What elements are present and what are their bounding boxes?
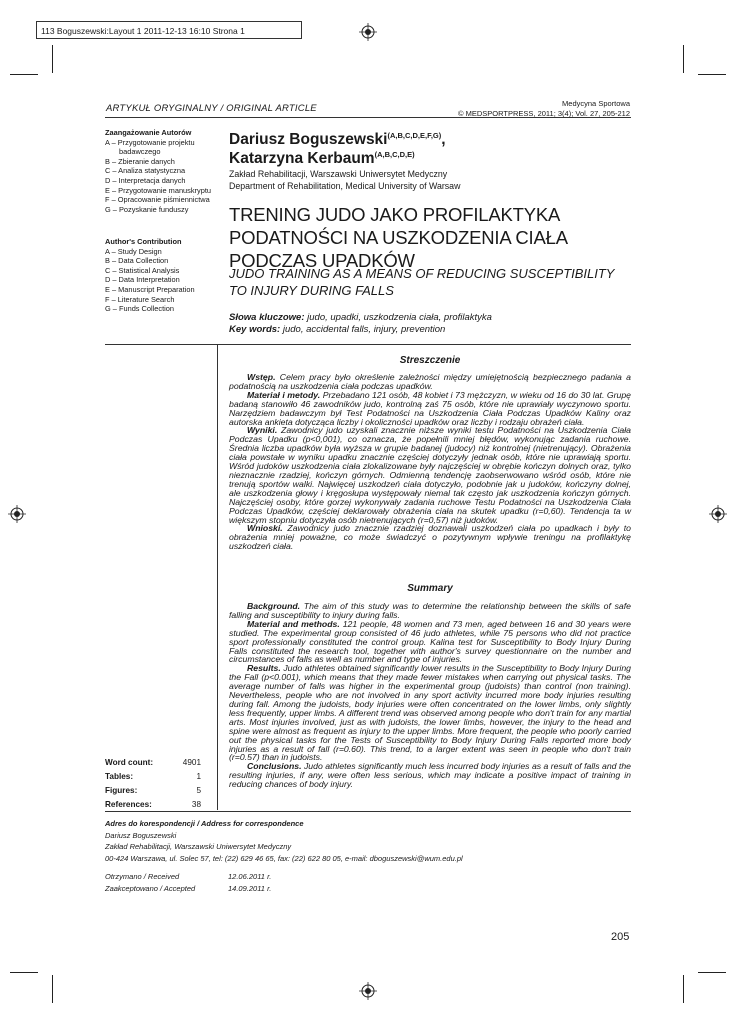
- author-2: [229, 145, 415, 168]
- contributions-pl-heading: Zaangażowanie Autorów: [105, 128, 192, 137]
- submission-dates: [105, 871, 271, 894]
- abstract-text: 121 people, 48 women and 73 men, aged between 16 and 30 years were studied. The experimental group consisted of 46 judo athletes, while 75 persons who did not practice sport professionally constituted the control group. Kalina test for Susceptibility to Body Injury During Falls constituted the research tool, together with author's survey questionnaire on the number and circumstances of falls as well as number and type of injuries.: [229, 618, 631, 665]
- abstract-text: Judo athletes significantly much less incurred body injuries as a result of falls and the resulting injuries, if any, were often less serious, which may indicate a positive impact of training in reducing chances of body injury.: [229, 761, 631, 790]
- keywords-en-value: judo, accidental falls, injury, prevention: [280, 324, 446, 335]
- abstract-text: Zawodnicy judo uzyskali znacznie niższe wyniki testu Podatności na Uszkodzenia Ciała Podczas Upadku (p<0,001), co oznacza, że popełnili mniej błędów, wykonując zadania ruchowe. Średnia liczba upadków była wyższa w grupie badanej (judocy) niż kontrolnej (nietrenujący). Obrażenia ciała powstałe w wyniku upadku znacznie częściej dotyczyły jednak osób, które nie uprawiają sportu. Wśród judoków uszkodzenia ciała zlokalizowane były najczęściej w obrębie kończyn dolnych oraz, tylko nieznacznie rzadziej, kończyn górnych. Odmienną tendencję zaobserwowano wśród osób, które nie trenują sportów walki. Najwięcej uszkodzeń ciała dotyczyło, podobnie jak u judoków, kończyny dolnej, ale uszkodzenia głowy i kręgosłupa występowały niemal tak często jak uszkodzenia kończyn górnych. Najczęściej osoby, które gorzej wykonywały zadania ruchowe Testu Podatności na Uszkodzenia Ciała Podczas Upadków, częściej deklarowały obrażenia ciała na skutek upadku (r=0,60). Tendencja ta w większym stopniu dotyczyła osób nietrenujących (r=0,57) niż judoków.: [229, 425, 631, 525]
- contribution-item: G – Pozyskanie funduszy: [105, 204, 189, 214]
- sidebar-rule: [105, 344, 631, 345]
- correspondence-name: Dariusz Boguszewski: [105, 830, 177, 840]
- contributions-en: [105, 237, 213, 314]
- footer-rule: [105, 811, 631, 812]
- registration-mark-right-icon: [709, 505, 727, 523]
- contributions-pl: [105, 128, 213, 214]
- contribution-item: C – Analiza statystyczna: [105, 166, 186, 176]
- abstract-paragraph: [229, 602, 631, 620]
- journal-name: Medycyna Sportowa: [562, 99, 630, 108]
- crop-mark-bottom-right-v: [683, 975, 684, 1003]
- keywords-pl: [229, 312, 649, 324]
- abstract-text: The aim of this study was to determine the relationship between the skills of safe falling and susceptibility to injury during falls.: [229, 601, 631, 620]
- abstract-paragraph: [229, 664, 631, 762]
- stat-value: 4901: [182, 758, 201, 767]
- contribution-item: D – Data Interpretation: [105, 275, 180, 285]
- contribution-item: A – Przygotowanie projektu: [105, 137, 195, 147]
- title-english-line: TO INJURY DURING FALLS: [229, 282, 394, 298]
- registration-mark-bottom-icon: [359, 982, 377, 1000]
- abstract-paragraph: [229, 620, 631, 665]
- crop-mark-top-right-h: [698, 74, 726, 75]
- title-english: [229, 266, 649, 299]
- contribution-item: D – Interpretacja danych: [105, 175, 186, 185]
- contribution-item: E – Przygotowanie manuskryptu: [105, 185, 211, 195]
- received-row: [105, 871, 271, 883]
- registration-mark-top-icon: [359, 23, 377, 41]
- streszczenie-heading: Streszczenie: [399, 355, 461, 366]
- abstract-text: Zawodnicy judo znacznie rzadziej doznawali uszkodzeń ciała po upadkach i były to obrażenia mniej poważne, co może świadczyć o pozytywnym wpływie treningu na profilaktykę uszkodzeń ciała.: [229, 523, 631, 552]
- author-1-name: Dariusz Boguszewski: [229, 131, 388, 149]
- abstract-paragraph: [229, 391, 631, 427]
- correspondence-address: 00-424 Warszawa, ul. Solec 57, tel: (22) 629 46 65, fax: (22) 622 80 05, e-mail: dboguszewski@wum.edu.pl: [105, 853, 463, 863]
- abstract-text: Judo athletes obtained significantly lower results in the Susceptibility to Body Injury During the Fall (p<0.001), which means that they made fewer mistakes when carrying out physical tasks. The average number of falls was higher in the experimental group (judoists) than control (non training). Nevertheless, people who are not involved in any sport activity incurred more body injuries resulting during fall. Among the judoists, body injuries were often concentrated on the lower limbs, only slightly less frequently, upper limbs. A different trend was observed among people who don't train for any martial arts. Most injuries involved, just as with judoists, the lower limbs, however, the injury to the head and spine were almost as frequent as injury to the upper limbs. More frequent, the people who poorly carried out the physical tasks for the Tests of Susceptibility to Body Injury During Falls reported more body injuries as a result of fall (r=0.60). This trend, to a larger extent was seen in people who don't train (r=0.57) than in judoists.: [229, 663, 631, 763]
- summary-body: [229, 602, 631, 789]
- accepted-row: [105, 883, 271, 895]
- registration-mark-left-icon: [8, 505, 26, 523]
- contributions-en-heading: Author's Contribution: [105, 237, 182, 246]
- title-polish-line: PODATNOŚCI NA USZKODZENIA CIAŁA: [229, 227, 568, 248]
- summary-heading: Summary: [407, 583, 453, 594]
- crop-mark-top-left-v: [52, 45, 53, 73]
- abstract-label: Material and methods.: [247, 618, 340, 629]
- author-2-name: Katarzyna Kerbaum: [229, 150, 375, 168]
- contribution-item: E – Manuscript Preparation: [105, 284, 195, 294]
- stat-references: [105, 798, 201, 812]
- contribution-item: F – Literature Search: [105, 294, 175, 304]
- keywords-en: [229, 324, 649, 336]
- accepted-date: 14.09.2011 r.: [228, 883, 272, 893]
- received-date: 12.06.2011 r.: [228, 872, 272, 881]
- received-label: Otrzymano / Received: [105, 872, 180, 881]
- header-rule: [105, 117, 631, 118]
- abstract-paragraph: [229, 762, 631, 789]
- title-english-line: JUDO TRAINING AS A MEANS OF REDUCING SUSCEPTIBILITY: [229, 266, 615, 281]
- affiliation: [229, 169, 460, 192]
- abstract-label: Wnioski.: [247, 523, 283, 534]
- article-type-label: ARTYKUŁ ORYGINALNY / ORIGINAL ARTICLE: [106, 103, 317, 114]
- correspondence-institution: Zakład Rehabilitacji, Warszawski Uniwersytet Medyczny: [105, 842, 292, 851]
- correspondence: [105, 818, 605, 864]
- contribution-item: F – Opracowanie piśmiennictwa: [105, 195, 210, 205]
- abstract-text: Przebadano 121 osób, 48 kobiet i 73 mężczyzn, w wieku od 16 do 30 lat. Grupę badaną stanowiło 46 zawodników judo, kontrolną zaś 75 osób, które nie uprawiały wyczynowo sportu. Narzędziem badawczym był Test Podatności na Uszkodzenia Ciała Podczas Upadków Kaliny oraz autorska ankieta dotycząca liczby i okoliczności upadków oraz liczby i rodzaju obrażeń ciała.: [229, 389, 632, 427]
- streszczenie-body: [229, 373, 631, 551]
- stat-label: References:: [105, 800, 152, 809]
- author-1-roles: (A,B,C,D,E,F,G): [387, 131, 442, 140]
- stat-word-count: [105, 756, 201, 770]
- affiliation-pl: Zakład Rehabilitacji, Warszawski Uniwersytet Medyczny: [229, 169, 448, 179]
- abstract-text: Celem pracy było określenie zależności między umiejętnością bezpiecznego padania a podatnością na uszkodzenia ciała podczas upadków.: [229, 372, 631, 391]
- keywords-pl-value: judo, upadki, uszkodzenia ciała, profilaktyka: [304, 312, 492, 323]
- title-polish: [229, 203, 649, 272]
- title-polish-line: PODCZAS UPADKÓW: [229, 250, 415, 271]
- affiliation-en: Department of Rehabilitation, Medical University of Warsaw: [229, 180, 461, 191]
- keywords-pl-label: Słowa kluczowe:: [229, 312, 305, 323]
- abstract-label: Background.: [247, 601, 301, 611]
- keywords-en-label: Key words:: [229, 324, 281, 335]
- stat-label: Word count:: [105, 758, 154, 767]
- journal-citation: © MEDSPORTPRESS, 2011; 3(4); Vol. 27, 205-212: [458, 108, 630, 118]
- author-2-roles: (A,B,C,D,E): [374, 150, 415, 159]
- stat-value: 1: [196, 772, 201, 781]
- contribution-item: A – Study Design: [105, 246, 162, 256]
- title-polish-line: TRENING JUDO JAKO PROFILAKTYKA: [229, 204, 561, 225]
- keywords: [229, 312, 649, 336]
- abstract-label: Results.: [247, 663, 281, 674]
- stat-label: Figures:: [105, 786, 138, 795]
- abstract-label: Wstęp.: [247, 372, 276, 382]
- abstract-paragraph: [229, 373, 631, 391]
- accepted-label: Zaakceptowano / Accepted: [105, 883, 196, 893]
- abstract-paragraph: [229, 524, 631, 551]
- abstract-label: Materiał i metody.: [247, 389, 321, 400]
- abstract-label: Wyniki.: [247, 425, 278, 436]
- crop-mark-bottom-left-h: [10, 972, 38, 973]
- article-stats: [105, 756, 201, 812]
- author-separator: ,: [441, 131, 446, 149]
- stat-tables: [105, 770, 201, 784]
- crop-mark-top-left-h: [10, 74, 38, 75]
- abstract-label: Conclusions.: [247, 761, 302, 772]
- journal-info: [370, 99, 630, 118]
- crop-mark-top-right-v: [683, 45, 684, 73]
- contribution-item: C – Statistical Analysis: [105, 265, 180, 275]
- contribution-item: B – Zbieranie danych: [105, 156, 175, 166]
- contribution-item: badawczego: [119, 147, 161, 157]
- abstract-paragraph: [229, 426, 631, 524]
- stat-label: Tables:: [105, 772, 134, 781]
- stat-value: 38: [191, 800, 201, 809]
- column-divider: [217, 344, 218, 810]
- crop-mark-bottom-left-v: [52, 975, 53, 1003]
- contribution-item: G – Funds Collection: [105, 304, 175, 314]
- stat-value: 5: [196, 786, 201, 795]
- print-slug: 113 Boguszewski:Layout 1 2011-12-13 16:10 Strona 1: [36, 21, 302, 39]
- stat-figures: [105, 784, 201, 798]
- crop-mark-bottom-right-h: [698, 972, 726, 973]
- contribution-item: B – Data Collection: [105, 256, 169, 266]
- correspondence-heading: Adres do korespondencji / Address for correspondence: [105, 819, 304, 828]
- page-number: 205: [611, 931, 630, 943]
